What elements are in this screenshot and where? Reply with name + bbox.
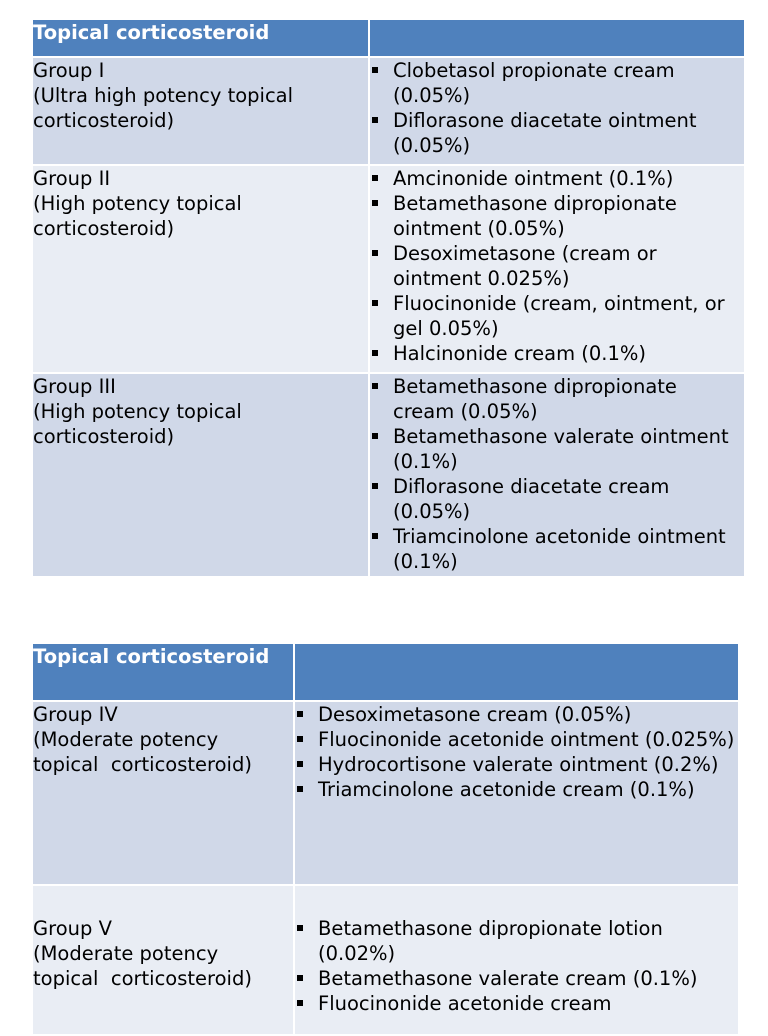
group-description: (Ultra high potency topical (33, 84, 294, 107)
table-row (32, 701, 739, 885)
drug-item: Diflorasone diacetate cream (0.05%) (370, 474, 744, 524)
drug-item: Betamethasone dipropionate cream (0.05%) (370, 374, 744, 424)
group-description: corticosteroid) (33, 217, 175, 240)
drug-item: Betamethasone dipropionate ointment (0.05%) (370, 191, 744, 241)
table-row (32, 165, 745, 373)
group-cell (32, 165, 369, 373)
group-name: Group II (33, 167, 111, 190)
group-name: Group I (33, 59, 105, 82)
corticosteroid-table-1 (31, 18, 746, 578)
group-cell (32, 57, 369, 165)
group-description: (Moderate potency (33, 942, 219, 965)
drug-list-cell (369, 373, 745, 577)
group-name: Group IV (33, 703, 118, 726)
table-row (32, 885, 739, 1035)
group-name: Group V (33, 917, 112, 940)
group-cell (32, 373, 369, 577)
drug-item: Desoximetasone (cream or ointment 0.025%) (370, 241, 744, 291)
drug-item: Amcinonide ointment (0.1%) (370, 166, 744, 191)
drug-item: Hydrocortisone valerate ointment (0.2%) (295, 752, 738, 777)
drug-item: Fluocinonide (cream, ointment, or gel 0.05%) (370, 291, 744, 341)
group-cell (32, 701, 294, 885)
drug-item: Diflorasone diacetate ointment (0.05%) (370, 108, 744, 158)
drug-item: Triamcinolone acetonide cream (0.1%) (295, 777, 738, 802)
table-row (32, 373, 745, 577)
group-description: topical corticosteroid) (33, 967, 252, 990)
drug-list-cell (294, 701, 739, 885)
table-header-cell: Topical corticosteroid (32, 19, 369, 57)
table-row (32, 57, 745, 165)
drug-item: Betamethasone valerate ointment (0.1%) (370, 424, 744, 474)
group-cell (32, 885, 294, 1035)
drug-list-cell (369, 57, 745, 165)
group-description: (High potency topical (33, 400, 242, 423)
drug-item: Halcinonide cream (0.1%) (370, 341, 744, 366)
group-description: topical corticosteroid) (33, 753, 252, 776)
drug-list-cell (294, 885, 739, 1035)
drug-item: Fluocinonide acetonide cream (295, 991, 738, 1016)
drug-item: Betamethasone dipropionate lotion (0.02%) (295, 916, 738, 966)
drug-item: Betamethasone valerate cream (0.1%) (295, 966, 738, 991)
drug-item: Desoximetasone cream (0.05%) (295, 702, 738, 727)
corticosteroid-table-2 (31, 642, 740, 1036)
drug-item: Clobetasol propionate cream (0.05%) (370, 58, 744, 108)
group-description: corticosteroid) (33, 425, 175, 448)
table-header-cell: Topical corticosteroid (32, 643, 294, 701)
group-description: corticosteroid) (33, 109, 175, 132)
drug-list-cell (369, 165, 745, 373)
drug-item: Fluocinonide acetonide ointment (0.025%) (295, 727, 738, 752)
group-name: Group III (33, 375, 116, 398)
table-header-cell (369, 19, 745, 57)
group-description: (High potency topical (33, 192, 242, 215)
drug-item: Triamcinolone acetonide ointment (0.1%) (370, 524, 744, 574)
group-description: (Moderate potency (33, 728, 219, 751)
table-header-cell (294, 643, 739, 701)
